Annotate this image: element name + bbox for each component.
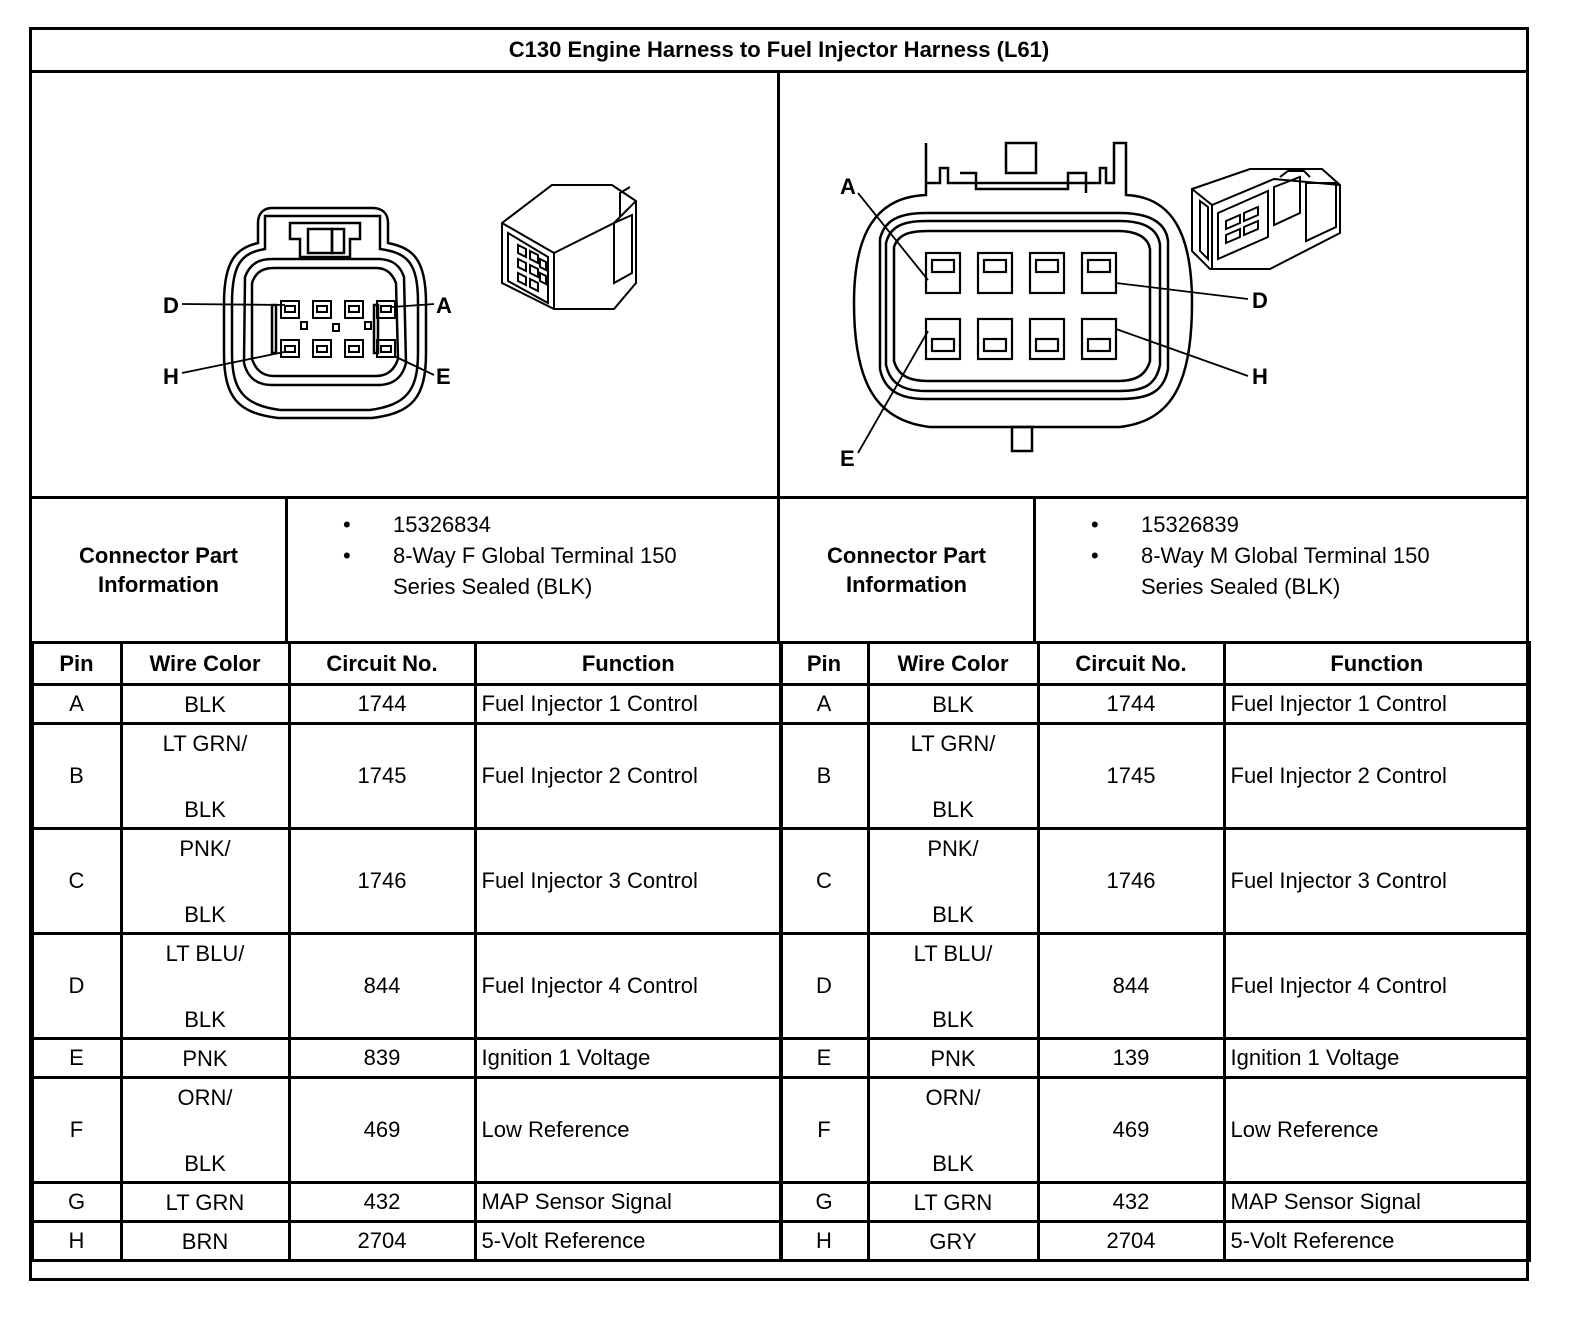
wire-color-line-1: LT GRN/	[910, 730, 996, 756]
wire-color-line-1: GRY	[929, 1228, 977, 1254]
wire-color-spacer	[870, 970, 1037, 1003]
wire-color-line-2: BLK	[184, 796, 226, 822]
pin-cell: C	[780, 829, 868, 934]
table-row	[32, 724, 782, 829]
table-row	[32, 1078, 782, 1183]
wire-color-line-1: PNK/	[927, 835, 979, 861]
circuit-number-cell: 469	[289, 1078, 475, 1183]
column-header-function: Function	[475, 643, 782, 685]
wire-color-spacer	[123, 760, 288, 793]
connector-part-info-right	[780, 496, 1526, 641]
circuit-number-cell: 1745	[289, 724, 475, 829]
wire-color-line-2: BLK	[184, 1006, 226, 1032]
table-row	[32, 1183, 782, 1222]
wire-color-line-2: BLK	[932, 796, 974, 822]
table-row	[780, 1078, 1530, 1183]
wire-color-cell	[868, 934, 1038, 1039]
wire-color-cell	[868, 724, 1038, 829]
wire-color-line-2: BLK	[184, 901, 226, 927]
pin-table-right	[779, 641, 1532, 1262]
connector-part-info-left	[32, 496, 780, 641]
part-description	[1091, 540, 1526, 602]
pin-label-h: H	[163, 364, 179, 389]
male-connector-diagram	[780, 73, 1526, 496]
function-cell: Fuel Injector 1 Control	[475, 685, 782, 724]
pin-cell: D	[32, 934, 121, 1039]
wire-color-cell	[868, 685, 1038, 724]
function-cell: Ignition 1 Voltage	[1224, 1039, 1530, 1078]
wire-color-line-1: BRN	[181, 1228, 229, 1254]
circuit-number-cell: 839	[289, 1039, 475, 1078]
wire-color-line-1: LT BLU/	[165, 940, 245, 966]
wire-color-line-1: PNK	[182, 1045, 228, 1071]
wire-color-cell	[121, 724, 289, 829]
wire-color-cell	[121, 829, 289, 934]
pin-cell: G	[780, 1183, 868, 1222]
info-label-line-2: Information	[845, 572, 967, 597]
connector-part-info-label	[780, 499, 1036, 641]
info-label-line-1: Connector Part	[827, 543, 986, 568]
wire-color-line-1: BLK	[184, 691, 226, 717]
male-connector-face-icon	[854, 143, 1248, 453]
pin-label-e: E	[840, 446, 855, 471]
wire-color-spacer	[123, 1114, 288, 1147]
pin-cell: H	[32, 1222, 121, 1261]
part-description	[343, 540, 777, 602]
pin-cell: G	[32, 1183, 121, 1222]
column-header-circuit-no: Circuit No.	[289, 643, 475, 685]
function-cell: 5-Volt Reference	[1224, 1222, 1530, 1261]
function-cell: Low Reference	[475, 1078, 782, 1183]
circuit-number-cell: 844	[289, 934, 475, 1039]
table-row	[32, 934, 782, 1039]
function-cell: Low Reference	[1224, 1078, 1530, 1183]
pin-cell: E	[780, 1039, 868, 1078]
female-connector-perspective-icon	[502, 185, 636, 309]
pin-label-h: H	[1252, 364, 1268, 389]
function-cell: MAP Sensor Signal	[1224, 1183, 1530, 1222]
wire-color-spacer	[123, 865, 288, 898]
part-number: • 15326839	[1091, 509, 1526, 540]
wire-color-line-1: LT GRN	[165, 1189, 245, 1215]
pin-table-left	[31, 641, 784, 1262]
circuit-number-cell: 1744	[1038, 685, 1224, 724]
function-cell: Fuel Injector 3 Control	[475, 829, 782, 934]
function-cell: MAP Sensor Signal	[475, 1183, 782, 1222]
wire-color-cell	[868, 1039, 1038, 1078]
wire-color-cell	[868, 1183, 1038, 1222]
column-header-wire-color: Wire Color	[121, 643, 289, 685]
wire-color-spacer	[870, 1114, 1037, 1147]
function-cell: Fuel Injector 2 Control	[475, 724, 782, 829]
function-cell: Fuel Injector 4 Control	[475, 934, 782, 1039]
male-connector-perspective-icon	[1192, 169, 1340, 269]
pin-cell: B	[780, 724, 868, 829]
page-title: C130 Engine Harness to Fuel Injector Harness (L61)	[32, 30, 1526, 73]
function-cell: Fuel Injector 2 Control	[1224, 724, 1530, 829]
wire-color-spacer	[123, 970, 288, 1003]
wire-color-spacer	[870, 760, 1037, 793]
table-row	[780, 934, 1530, 1039]
pin-cell: F	[32, 1078, 121, 1183]
wire-color-cell	[121, 685, 289, 724]
circuit-number-cell: 469	[1038, 1078, 1224, 1183]
wire-color-line-2: BLK	[932, 1006, 974, 1032]
wire-color-cell	[121, 1222, 289, 1261]
pin-cell: D	[780, 934, 868, 1039]
info-label-line-2: Information	[97, 572, 219, 597]
column-header-wire-color: Wire Color	[868, 643, 1038, 685]
wire-color-line-1: ORN/	[925, 1084, 981, 1110]
pin-cell: A	[780, 685, 868, 724]
part-description-line-1: 8-Way M Global Terminal 150	[1141, 543, 1430, 568]
function-cell: 5-Volt Reference	[475, 1222, 782, 1261]
column-header-function: Function	[1224, 643, 1530, 685]
table-row	[780, 1039, 1530, 1078]
table-row	[780, 724, 1530, 829]
table-row	[780, 1183, 1530, 1222]
connector-part-info-list	[288, 499, 777, 641]
wire-color-cell	[121, 1078, 289, 1183]
circuit-number-cell: 844	[1038, 934, 1224, 1039]
wire-color-line-1: LT GRN/	[162, 730, 248, 756]
circuit-number-cell: 1744	[289, 685, 475, 724]
circuit-number-cell: 2704	[1038, 1222, 1224, 1261]
wire-color-line-1: BLK	[932, 691, 974, 717]
column-header-pin: Pin	[32, 643, 121, 685]
table-row	[780, 829, 1530, 934]
wire-color-cell	[121, 1183, 289, 1222]
connector-sheet	[29, 27, 1529, 1281]
function-cell: Fuel Injector 3 Control	[1224, 829, 1530, 934]
connector-part-info-label	[32, 499, 288, 641]
circuit-number-cell: 2704	[289, 1222, 475, 1261]
table-row	[32, 1222, 782, 1261]
table-row	[780, 685, 1530, 724]
wire-color-line-2: BLK	[932, 901, 974, 927]
pin-cell: E	[32, 1039, 121, 1078]
wire-color-line-2: BLK	[184, 1150, 226, 1176]
table-row	[32, 1039, 782, 1078]
table-row	[32, 829, 782, 934]
table-row	[32, 685, 782, 724]
circuit-number-cell: 432	[1038, 1183, 1224, 1222]
wire-color-cell	[868, 1078, 1038, 1183]
wire-color-line-1: LT BLU/	[913, 940, 993, 966]
circuit-number-cell: 1746	[1038, 829, 1224, 934]
part-description-line-2: Series Sealed (BLK)	[1141, 574, 1341, 599]
wire-color-cell	[868, 829, 1038, 934]
pin-cell: A	[32, 685, 121, 724]
pin-label-d: D	[163, 293, 179, 318]
wire-color-line-1: PNK/	[179, 835, 231, 861]
pin-cell: C	[32, 829, 121, 934]
connector-part-info-list	[1036, 499, 1526, 641]
pin-label-e: E	[436, 364, 451, 389]
circuit-number-cell: 1745	[1038, 724, 1224, 829]
part-description-line-2: Series Sealed (BLK)	[393, 574, 593, 599]
wire-color-cell	[121, 934, 289, 1039]
part-description-line-1: 8-Way F Global Terminal 150	[393, 543, 677, 568]
column-header-pin: Pin	[780, 643, 868, 685]
wire-color-cell	[868, 1222, 1038, 1261]
function-cell: Fuel Injector 1 Control	[1224, 685, 1530, 724]
wire-color-line-2: BLK	[932, 1150, 974, 1176]
wire-color-cell	[121, 1039, 289, 1078]
function-cell: Ignition 1 Voltage	[475, 1039, 782, 1078]
wire-color-line-1: PNK	[930, 1045, 976, 1071]
info-label-line-1: Connector Part	[79, 543, 238, 568]
column-header-circuit-no: Circuit No.	[1038, 643, 1224, 685]
circuit-number-cell: 1746	[289, 829, 475, 934]
pin-label-a: A	[840, 174, 856, 199]
table-header-row	[780, 643, 1530, 685]
function-cell: Fuel Injector 4 Control	[1224, 934, 1530, 1039]
part-number: • 15326834	[343, 509, 777, 540]
pin-label-d: D	[1252, 288, 1268, 313]
circuit-number-cell: 139	[1038, 1039, 1224, 1078]
circuit-number-cell: 432	[289, 1183, 475, 1222]
wire-color-line-1: LT GRN	[913, 1189, 993, 1215]
pin-cell: F	[780, 1078, 868, 1183]
table-row	[780, 1222, 1530, 1261]
table-header-row	[32, 643, 782, 685]
wire-color-spacer	[870, 865, 1037, 898]
pin-cell: B	[32, 724, 121, 829]
wire-color-line-1: ORN/	[177, 1084, 233, 1110]
pin-label-a: A	[436, 293, 452, 318]
female-connector-face-icon	[182, 208, 434, 418]
pin-cell: H	[780, 1222, 868, 1261]
female-connector-diagram	[32, 73, 780, 496]
